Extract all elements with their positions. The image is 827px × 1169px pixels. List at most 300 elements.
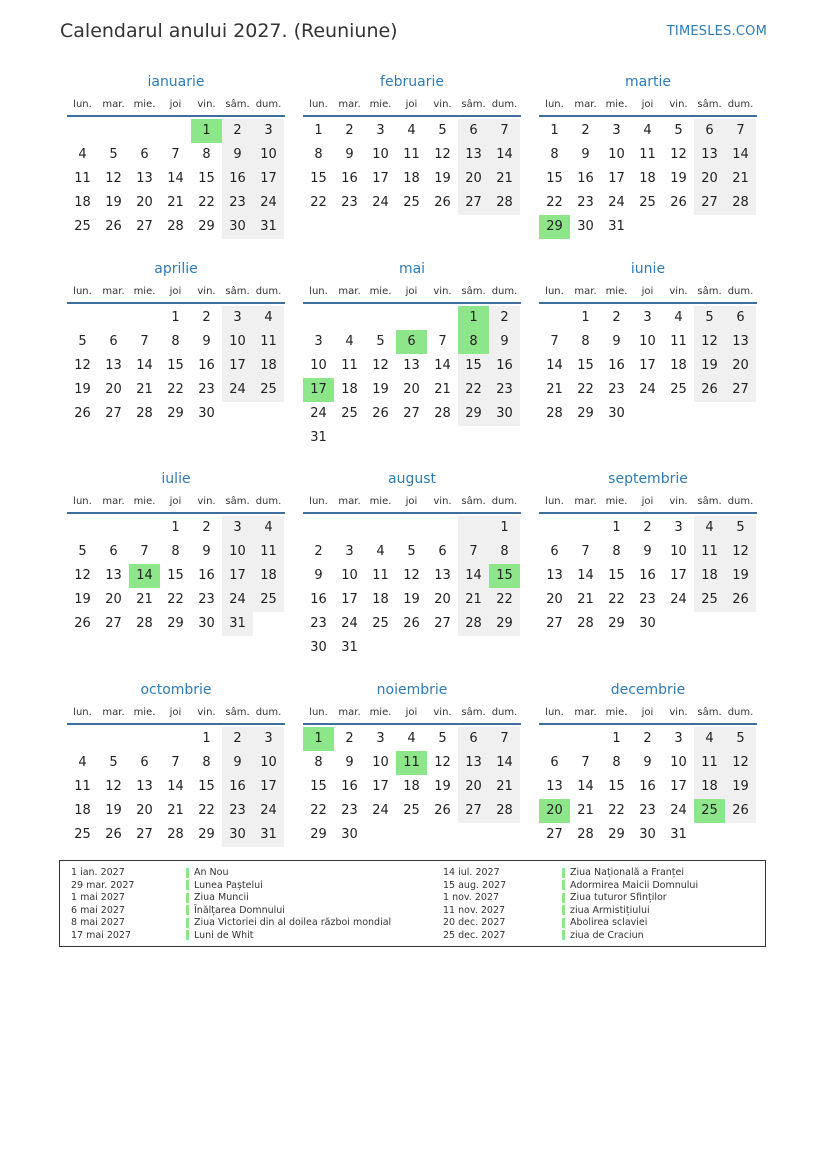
day-cell: 24 bbox=[670, 592, 687, 607]
day-cell: 24 bbox=[372, 803, 389, 818]
day-cell: 3 bbox=[345, 544, 354, 559]
day-cell: 16 bbox=[341, 779, 358, 794]
holiday-marker bbox=[186, 905, 189, 915]
day-cell: 7 bbox=[140, 334, 149, 349]
day-empty bbox=[98, 119, 129, 143]
day-cell: 14 bbox=[489, 143, 520, 167]
holiday-date-text: 8 mai 2027 bbox=[71, 917, 125, 929]
day-cell: 24 bbox=[222, 378, 253, 402]
day-cell: 9 bbox=[581, 147, 590, 162]
weekday-label: lun. bbox=[73, 99, 92, 110]
day-empty bbox=[67, 119, 98, 143]
day-cell: 1 bbox=[550, 123, 559, 138]
weekday-label: vin. bbox=[197, 496, 216, 507]
weekday-label: mar. bbox=[102, 286, 125, 297]
day-empty bbox=[427, 516, 458, 540]
holiday-name bbox=[186, 917, 391, 930]
weekday-header bbox=[303, 492, 521, 512]
day-cell: 26 bbox=[725, 799, 756, 823]
day-cell: 18 bbox=[694, 564, 725, 588]
weekday-label: dum. bbox=[727, 99, 754, 110]
holiday-name-text: An Nou bbox=[194, 867, 229, 878]
holiday-date bbox=[71, 880, 134, 893]
holiday-name bbox=[562, 880, 698, 893]
day-cell: 24 bbox=[310, 406, 327, 421]
day-cell: 3 bbox=[314, 334, 323, 349]
day-cell: 31 bbox=[608, 219, 625, 234]
day-empty bbox=[67, 516, 98, 540]
day-cell: 25 bbox=[253, 588, 284, 612]
day-cell: 5 bbox=[725, 516, 756, 540]
day-cell: 15 bbox=[198, 171, 215, 186]
holiday-names-right bbox=[562, 867, 698, 943]
day-cell: 14 bbox=[129, 564, 160, 588]
day-empty bbox=[129, 119, 160, 143]
day-grid bbox=[67, 516, 284, 636]
weekday-label: mie. bbox=[369, 707, 392, 718]
day-cell: 22 bbox=[167, 382, 184, 397]
day-cell: 28 bbox=[577, 616, 594, 631]
day-cell: 14 bbox=[458, 564, 489, 588]
weekday-label: lun. bbox=[73, 496, 92, 507]
day-cell: 11 bbox=[253, 330, 284, 354]
weekday-header bbox=[539, 703, 757, 723]
day-cell: 28 bbox=[577, 827, 594, 842]
day-cell: 14 bbox=[577, 568, 594, 583]
holiday-name bbox=[562, 892, 698, 905]
holiday-marker bbox=[186, 880, 189, 890]
month-name: martie bbox=[625, 74, 671, 90]
day-cell: 8 bbox=[171, 334, 180, 349]
day-cell: 28 bbox=[167, 827, 184, 842]
day-cell: 21 bbox=[725, 167, 756, 191]
weekday-label: sâm. bbox=[225, 496, 250, 507]
month-noiembrie bbox=[303, 680, 521, 847]
holiday-marker bbox=[562, 880, 565, 890]
day-cell: 12 bbox=[372, 358, 389, 373]
day-cell: 4 bbox=[78, 755, 87, 770]
day-cell: 28 bbox=[434, 406, 451, 421]
day-cell: 12 bbox=[403, 568, 420, 583]
day-empty bbox=[160, 727, 191, 751]
day-cell: 26 bbox=[403, 616, 420, 631]
day-cell: 13 bbox=[136, 171, 153, 186]
header-divider bbox=[67, 115, 285, 117]
day-cell: 8 bbox=[202, 755, 211, 770]
month-name: decembrie bbox=[610, 682, 686, 698]
weekday-label: mie. bbox=[369, 496, 392, 507]
day-grid bbox=[303, 306, 520, 450]
weekday-label: mar. bbox=[338, 286, 361, 297]
day-cell: 22 bbox=[608, 592, 625, 607]
day-cell: 7 bbox=[171, 147, 180, 162]
day-cell: 26 bbox=[434, 195, 451, 210]
holiday-date bbox=[71, 892, 134, 905]
weekday-label: joi bbox=[405, 707, 418, 718]
weekday-label: mar. bbox=[574, 99, 597, 110]
weekday-label: mar. bbox=[102, 99, 125, 110]
day-cell: 14 bbox=[167, 171, 184, 186]
day-cell: 20 bbox=[105, 592, 122, 607]
month-iunie bbox=[539, 259, 757, 426]
weekday-label: mie. bbox=[369, 286, 392, 297]
month-august bbox=[303, 469, 521, 660]
day-cell: 5 bbox=[438, 123, 447, 138]
month-name: mai bbox=[398, 261, 426, 277]
day-cell: 15 bbox=[458, 354, 489, 378]
holiday-date bbox=[443, 917, 506, 930]
day-cell: 28 bbox=[489, 191, 520, 215]
day-cell: 17 bbox=[253, 167, 284, 191]
weekday-header bbox=[539, 282, 757, 302]
holiday-name bbox=[562, 930, 698, 943]
weekday-label: mie. bbox=[133, 99, 156, 110]
day-cell: 7 bbox=[581, 544, 590, 559]
weekday-label: sâm. bbox=[461, 99, 486, 110]
holiday-marker bbox=[186, 868, 189, 878]
day-cell: 16 bbox=[608, 358, 625, 373]
weekday-label: sâm. bbox=[697, 99, 722, 110]
weekday-label: vin. bbox=[669, 286, 688, 297]
day-cell: 15 bbox=[577, 358, 594, 373]
day-cell: 16 bbox=[577, 171, 594, 186]
holiday-marker bbox=[562, 893, 565, 903]
day-cell: 17 bbox=[372, 171, 389, 186]
day-cell: 8 bbox=[202, 147, 211, 162]
day-cell: 27 bbox=[105, 616, 122, 631]
weekday-label: joi bbox=[405, 286, 418, 297]
day-cell: 18 bbox=[403, 171, 420, 186]
weekday-label: dum. bbox=[255, 286, 282, 297]
day-cell: 23 bbox=[222, 191, 253, 215]
weekday-label: mie. bbox=[133, 707, 156, 718]
day-grid bbox=[539, 119, 756, 239]
holiday-name-text: Ziua tuturor Sfinților bbox=[570, 892, 667, 904]
weekday-label: lun. bbox=[545, 286, 564, 297]
holiday-date bbox=[71, 905, 134, 918]
day-cell: 17 bbox=[670, 779, 687, 794]
holiday-name-text: Ziua Națională a Franței bbox=[570, 867, 685, 878]
day-cell: 9 bbox=[222, 143, 253, 167]
day-cell: 26 bbox=[725, 588, 756, 612]
day-cell: 3 bbox=[253, 119, 284, 143]
day-grid bbox=[67, 119, 284, 239]
holiday-name bbox=[186, 930, 391, 943]
day-cell: 19 bbox=[725, 775, 756, 799]
day-cell: 14 bbox=[546, 358, 563, 373]
day-cell: 8 bbox=[550, 147, 559, 162]
holiday-date bbox=[71, 867, 134, 880]
day-cell: 13 bbox=[546, 568, 563, 583]
day-cell: 18 bbox=[403, 779, 420, 794]
day-cell: 3 bbox=[643, 310, 652, 325]
day-cell: 23 bbox=[608, 382, 625, 397]
day-cell: 19 bbox=[725, 564, 756, 588]
day-grid bbox=[539, 306, 756, 426]
weekday-label: lun. bbox=[545, 99, 564, 110]
day-cell: 24 bbox=[222, 588, 253, 612]
day-cell: 30 bbox=[198, 616, 215, 631]
holiday-date-text: 6 mai 2027 bbox=[71, 904, 125, 916]
day-cell: 24 bbox=[253, 191, 284, 215]
month-name: iulie bbox=[161, 471, 191, 487]
weekday-label: dum. bbox=[491, 496, 518, 507]
day-cell: 27 bbox=[105, 406, 122, 421]
day-cell: 16 bbox=[222, 167, 253, 191]
day-cell: 5 bbox=[407, 544, 416, 559]
day-cell: 6 bbox=[109, 544, 118, 559]
day-cell: 2 bbox=[345, 731, 354, 746]
holiday-name bbox=[562, 867, 698, 880]
holiday-date-text: 1 ian. 2027 bbox=[71, 867, 125, 878]
day-cell: 4 bbox=[407, 731, 416, 746]
day-cell: 16 bbox=[222, 775, 253, 799]
holiday-date-text: 15 aug. 2027 bbox=[443, 879, 507, 891]
day-cell: 8 bbox=[314, 755, 323, 770]
day-cell: 5 bbox=[109, 147, 118, 162]
day-cell: 16 bbox=[639, 779, 656, 794]
day-cell: 18 bbox=[341, 382, 358, 397]
weekday-label: sâm. bbox=[697, 286, 722, 297]
day-cell: 3 bbox=[222, 306, 253, 330]
day-cell: 16 bbox=[310, 592, 327, 607]
day-cell: 1 bbox=[303, 727, 334, 751]
day-cell: 27 bbox=[403, 406, 420, 421]
day-cell: 17 bbox=[639, 358, 656, 373]
day-cell: 22 bbox=[458, 378, 489, 402]
day-cell: 27 bbox=[136, 827, 153, 842]
day-cell: 25 bbox=[694, 588, 725, 612]
day-cell: 1 bbox=[202, 731, 211, 746]
day-cell: 29 bbox=[608, 827, 625, 842]
weekday-label: mar. bbox=[338, 707, 361, 718]
day-grid bbox=[67, 306, 284, 426]
day-cell: 9 bbox=[222, 751, 253, 775]
day-cell: 5 bbox=[109, 755, 118, 770]
weekday-label: mie. bbox=[133, 496, 156, 507]
day-cell: 19 bbox=[105, 803, 122, 818]
holiday-name-text: Adormirea Maicii Domnului bbox=[570, 879, 699, 891]
day-empty bbox=[67, 306, 98, 330]
day-cell: 22 bbox=[198, 803, 215, 818]
weekday-label: mie. bbox=[605, 286, 628, 297]
day-cell: 10 bbox=[372, 755, 389, 770]
day-cell: 20 bbox=[694, 167, 725, 191]
day-cell: 10 bbox=[670, 544, 687, 559]
day-cell: 23 bbox=[198, 382, 215, 397]
day-cell: 30 bbox=[222, 823, 253, 847]
day-empty bbox=[365, 516, 396, 540]
day-cell: 24 bbox=[670, 803, 687, 818]
day-grid bbox=[67, 727, 284, 847]
month-name: noiembrie bbox=[376, 682, 448, 698]
day-cell: 4 bbox=[643, 123, 652, 138]
day-cell: 7 bbox=[171, 755, 180, 770]
day-cell: 7 bbox=[438, 334, 447, 349]
day-cell: 26 bbox=[74, 406, 91, 421]
day-cell: 23 bbox=[310, 616, 327, 631]
day-cell: 13 bbox=[136, 779, 153, 794]
day-cell: 21 bbox=[489, 775, 520, 799]
day-cell: 26 bbox=[372, 406, 389, 421]
day-cell: 30 bbox=[639, 616, 656, 631]
day-cell: 2 bbox=[222, 119, 253, 143]
day-cell: 6 bbox=[140, 147, 149, 162]
day-cell: 13 bbox=[546, 779, 563, 794]
holiday-marker bbox=[562, 918, 565, 928]
header-divider bbox=[539, 302, 757, 304]
day-cell: 15 bbox=[167, 568, 184, 583]
day-cell: 19 bbox=[403, 592, 420, 607]
holiday-date bbox=[443, 880, 506, 893]
month-ianuarie bbox=[67, 72, 285, 239]
weekday-label: joi bbox=[641, 707, 654, 718]
day-cell: 6 bbox=[550, 755, 559, 770]
holiday-name-text: Înălțarea Domnului bbox=[194, 904, 285, 916]
day-cell: 21 bbox=[434, 382, 451, 397]
day-grid bbox=[539, 727, 756, 847]
day-cell: 8 bbox=[489, 540, 520, 564]
day-cell: 19 bbox=[372, 382, 389, 397]
day-empty bbox=[303, 306, 334, 330]
holiday-name-text: Luni de Whit bbox=[194, 929, 254, 941]
holiday-name bbox=[186, 905, 391, 918]
day-cell: 9 bbox=[202, 334, 211, 349]
day-cell: 17 bbox=[608, 171, 625, 186]
day-cell: 28 bbox=[489, 799, 520, 823]
day-cell: 25 bbox=[670, 382, 687, 397]
weekday-label: sâm. bbox=[461, 707, 486, 718]
day-cell: 12 bbox=[694, 330, 725, 354]
weekday-label: mie. bbox=[605, 99, 628, 110]
day-cell: 21 bbox=[136, 382, 153, 397]
day-cell: 5 bbox=[78, 544, 87, 559]
day-cell: 25 bbox=[694, 799, 725, 823]
holiday-date-text: 1 nov. 2027 bbox=[443, 892, 499, 904]
day-cell: 13 bbox=[694, 143, 725, 167]
day-cell: 26 bbox=[694, 378, 725, 402]
day-cell: 9 bbox=[643, 755, 652, 770]
day-cell: 20 bbox=[546, 592, 563, 607]
day-empty bbox=[303, 516, 334, 540]
month-februarie bbox=[303, 72, 521, 215]
day-cell: 3 bbox=[253, 727, 284, 751]
weekday-label: dum. bbox=[727, 286, 754, 297]
header-divider bbox=[303, 512, 521, 514]
day-cell: 6 bbox=[438, 544, 447, 559]
day-cell: 19 bbox=[670, 171, 687, 186]
day-empty bbox=[396, 516, 427, 540]
day-cell: 11 bbox=[253, 540, 284, 564]
day-cell: 31 bbox=[670, 827, 687, 842]
day-cell: 5 bbox=[725, 727, 756, 751]
day-cell: 21 bbox=[546, 382, 563, 397]
day-cell: 22 bbox=[310, 195, 327, 210]
day-cell: 23 bbox=[577, 195, 594, 210]
day-cell: 7 bbox=[581, 755, 590, 770]
day-empty bbox=[427, 306, 458, 330]
day-cell: 10 bbox=[222, 330, 253, 354]
day-cell: 5 bbox=[438, 731, 447, 746]
day-grid bbox=[303, 727, 520, 847]
day-cell: 29 bbox=[310, 827, 327, 842]
day-cell: 8 bbox=[171, 544, 180, 559]
weekday-header bbox=[303, 282, 521, 302]
day-cell: 11 bbox=[74, 779, 91, 794]
day-cell: 25 bbox=[639, 195, 656, 210]
day-cell: 19 bbox=[694, 354, 725, 378]
weekday-label: vin. bbox=[197, 286, 216, 297]
day-cell: 6 bbox=[458, 727, 489, 751]
weekday-label: mie. bbox=[369, 99, 392, 110]
day-cell: 29 bbox=[167, 406, 184, 421]
day-cell: 8 bbox=[612, 544, 621, 559]
day-cell: 1 bbox=[581, 310, 590, 325]
weekday-header bbox=[303, 703, 521, 723]
day-cell: 6 bbox=[694, 119, 725, 143]
day-cell: 12 bbox=[74, 568, 91, 583]
day-cell: 3 bbox=[222, 516, 253, 540]
weekday-label: dum. bbox=[727, 707, 754, 718]
day-cell: 10 bbox=[253, 751, 284, 775]
header-divider bbox=[539, 723, 757, 725]
day-cell: 18 bbox=[694, 775, 725, 799]
brand-link[interactable]: TIMESLES.COM bbox=[666, 24, 767, 39]
day-empty bbox=[98, 727, 129, 751]
weekday-label: vin. bbox=[433, 707, 452, 718]
day-cell: 20 bbox=[136, 195, 153, 210]
day-cell: 13 bbox=[458, 751, 489, 775]
day-cell: 11 bbox=[74, 171, 91, 186]
weekday-label: mie. bbox=[133, 286, 156, 297]
month-octombrie bbox=[67, 680, 285, 847]
day-cell: 29 bbox=[198, 219, 215, 234]
day-cell: 10 bbox=[670, 755, 687, 770]
day-cell: 4 bbox=[674, 310, 683, 325]
day-cell: 18 bbox=[253, 354, 284, 378]
day-cell: 21 bbox=[489, 167, 520, 191]
day-cell: 30 bbox=[222, 215, 253, 239]
day-cell: 27 bbox=[546, 616, 563, 631]
day-cell: 19 bbox=[434, 779, 451, 794]
day-cell: 20 bbox=[458, 775, 489, 799]
day-cell: 23 bbox=[341, 195, 358, 210]
weekday-label: dum. bbox=[255, 99, 282, 110]
day-cell: 31 bbox=[310, 430, 327, 445]
weekday-label: dum. bbox=[491, 286, 518, 297]
day-cell: 29 bbox=[539, 215, 570, 239]
weekday-label: vin. bbox=[669, 99, 688, 110]
day-cell: 13 bbox=[105, 568, 122, 583]
day-cell: 30 bbox=[608, 406, 625, 421]
day-cell: 27 bbox=[546, 827, 563, 842]
weekday-label: mie. bbox=[605, 707, 628, 718]
day-cell: 9 bbox=[314, 568, 323, 583]
weekday-label: vin. bbox=[669, 496, 688, 507]
month-name: iunie bbox=[630, 261, 666, 277]
day-cell: 1 bbox=[314, 123, 323, 138]
day-cell: 11 bbox=[372, 568, 389, 583]
day-cell: 12 bbox=[434, 147, 451, 162]
day-cell: 20 bbox=[725, 354, 756, 378]
day-cell: 26 bbox=[105, 219, 122, 234]
day-cell: 31 bbox=[253, 823, 284, 847]
day-empty bbox=[129, 516, 160, 540]
day-cell: 18 bbox=[74, 803, 91, 818]
day-cell: 4 bbox=[407, 123, 416, 138]
day-cell: 31 bbox=[253, 215, 284, 239]
weekday-label: vin. bbox=[197, 99, 216, 110]
